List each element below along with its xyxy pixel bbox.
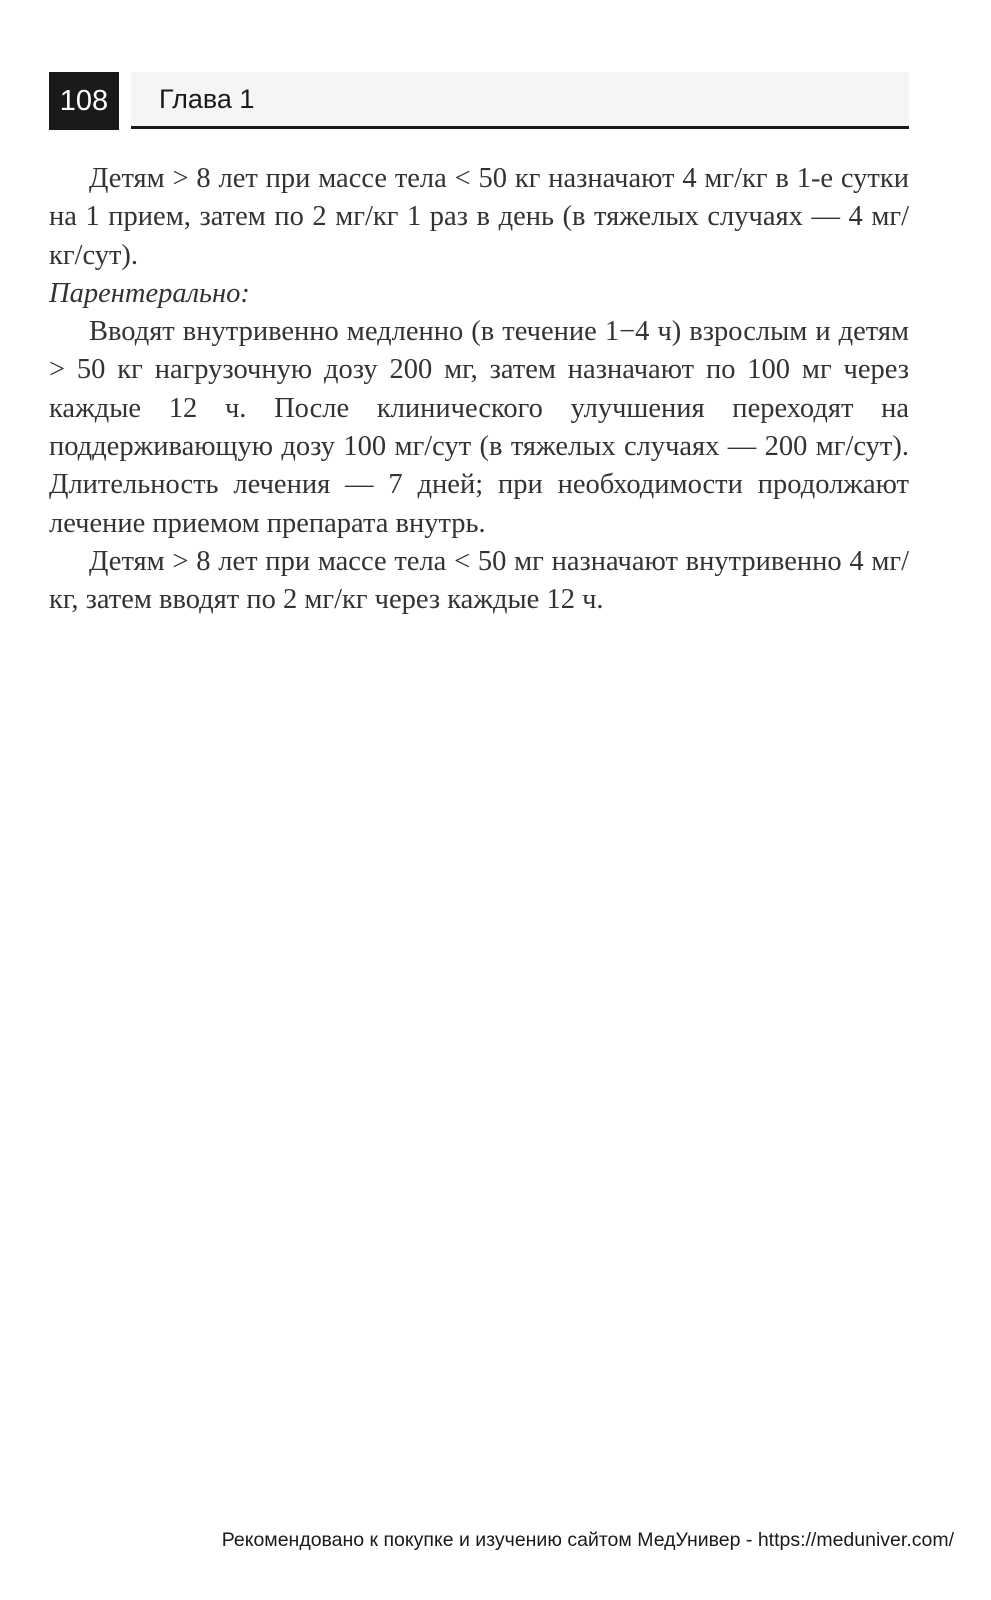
page-header: [49, 72, 909, 130]
subheading-parenteral: Парентерально:: [49, 277, 250, 309]
page-number: 108: [49, 72, 119, 130]
paragraph-parenteral-dosage: Вводят внутривенно медленно (в течение 1−4 ч) взрослым и детям > 50 кг нагрузочную дозу 200 мг, затем назначают по 100 мг через каждые 12 ч. После клинического улучшения переходят на поддерживающую дозу 100 мг/сут (в тяжелых случаях — 200 мг/сут). Длительность лечения — 7 дней; при необходимости продолжают лечение приемом препарата внутрь.: [49, 316, 909, 539]
running-header: [131, 72, 909, 129]
footer-recommendation: Рекомендовано к покупке и изучению сайтом МедУнивер - https://meduniver.com/: [221, 1529, 954, 1551]
body-text: [49, 160, 909, 620]
paragraph-children-iv-dosage: Детям > 8 лет при массе тела < 50 мг назначают внутривенно 4 мг/кг, затем вводят по 2 мг/кг через каждые 12 ч.: [49, 545, 909, 616]
paragraph-children-oral-dosage: Детям > 8 лет при массе тела < 50 кг назначают 4 мг/кг в 1-е сутки на 1 прием, затем по 2 мг/кг 1 раз в день (в тяжелых случаях — 4 мг/кг/сут).: [49, 163, 909, 271]
chapter-title: Глава 1: [159, 84, 255, 114]
